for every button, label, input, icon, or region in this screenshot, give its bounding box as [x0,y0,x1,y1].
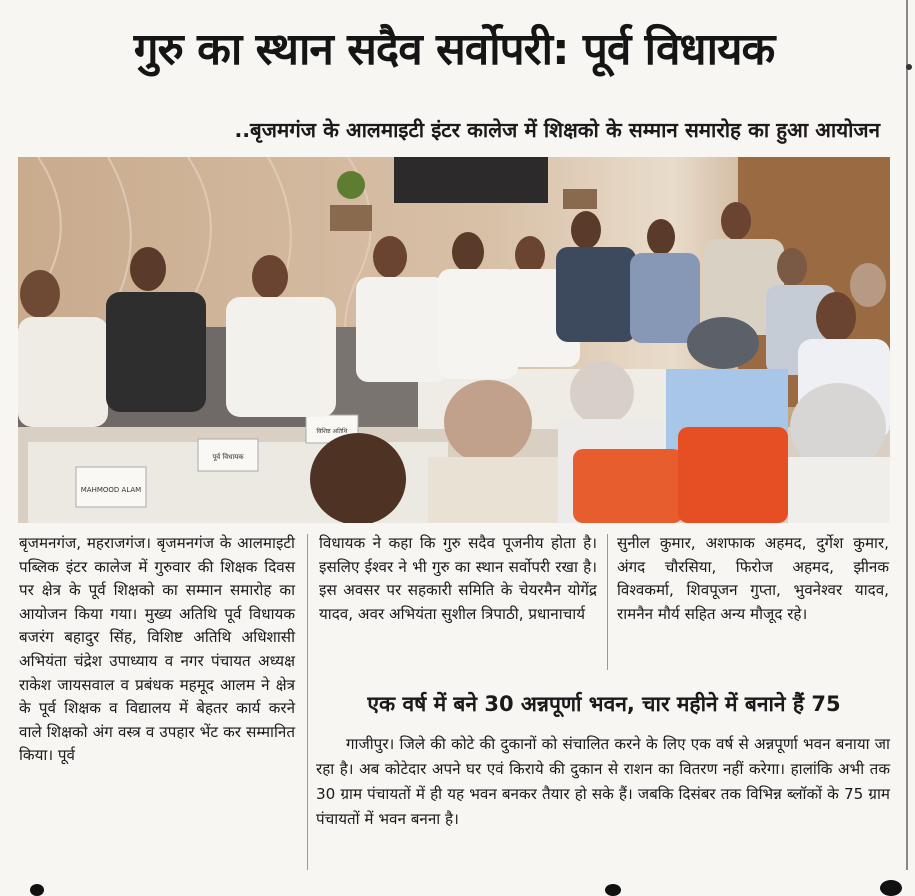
article-photo [18,157,890,523]
margin-mark [906,64,912,70]
article-body-column-3: सुनील कुमार, अशफाक अहमद, दुर्गेश कुमार, अंगद चौरसिया, फिरोज अहमद, झीनक विश्वकर्मा, शिवपूजन गुप्ता, भुवनेश्वर यादव, रामनैन मौर्य सहित अन्य मौजूद रहे। [617,534,889,623]
next-article-fragment [605,884,621,896]
wall-tv [394,157,548,203]
second-article-headline: एक वर्ष में बने 30 अन्नपूर्णा भवन, चार महीने में बनाने हैं 75 [367,692,841,716]
column-divider [607,534,608,670]
nameplate-left: MAHMOOD ALAM [80,486,142,494]
column-divider [307,534,308,870]
second-article-body: गाजीपुर। जिले की कोटे की दुकानों को संचालित करने के लिए एक वर्ष से अन्नपूर्णा भवन बनाया जा रहा है। अब कोटेदार अपने घर एवं किराये की दुकान से राशन का वितरण नहीं करेगा। हालांकि अभी तक 30 ग्राम पंचायतों में ही यह भवन बनकर तैयार हो सके हैं। जबकि दिसंबर तक विभिन्न ब्लॉकों के 75 ग्राम पंचायतों में भवन बनना है। [316,735,890,828]
column-rule [906,0,908,870]
page-bottom-strip [0,878,915,895]
next-article-fragment [30,884,44,896]
meeting-photo-illustration [18,157,890,523]
article-headline: गुरु का स्थान सदैव सर्वोपरी: पूर्व विधायक [133,24,775,75]
article-body-column-2: विधायक ने कहा कि गुरु सदैव पूजनीय होता है। इसलिए ईश्वर ने भी गुरु का स्थान सर्वोपरी रखा है। इस अवसर पर सहकारी समिति के चेयरमैन योगेंद्र यादव, अवर अभियंता सुशील त्रिपाठी, प्रधानाचार्य [319,534,597,623]
next-article-fragment [880,880,902,896]
article-body-column-1: बृजमनगंज, महराजगंज। बृजमनगंज के आलमाइटी पब्लिक इंटर कालेज में गुरुवार की शिक्षक दिवस पर क्षेत्र के पूर्व शिक्षको का सम्मान समारोह का आयोजन किया गया। मुख्य अतिथि पूर्व विधायक बजरंग बहादुर सिंह, विशिष्ट अतिथि अधिशासी अभियंता चंद्रेश उपाध्याय व नगर पंचायत अध्यक्ष राकेश जायसवाल व प्रबंधक महमूद आलम ने क्षेत्र के पूर्व शिक्षक व विद्यालय में बेहतर कार्य करने वाले शिक्षको अंग वस्त्र व उपहार भेंट कर सम्मानित किया। पूर्व [19,534,295,765]
nameplate-right: विशिष्ट अतिथि [316,428,348,435]
article-subheadline: ..बृजमगंज के आलमाइटी इंटर कालेज में शिक्षको के सम्मान समारोह का हुआ आयोजन [234,118,880,142]
nameplate-mid: पूर्व विधायक [212,453,244,461]
